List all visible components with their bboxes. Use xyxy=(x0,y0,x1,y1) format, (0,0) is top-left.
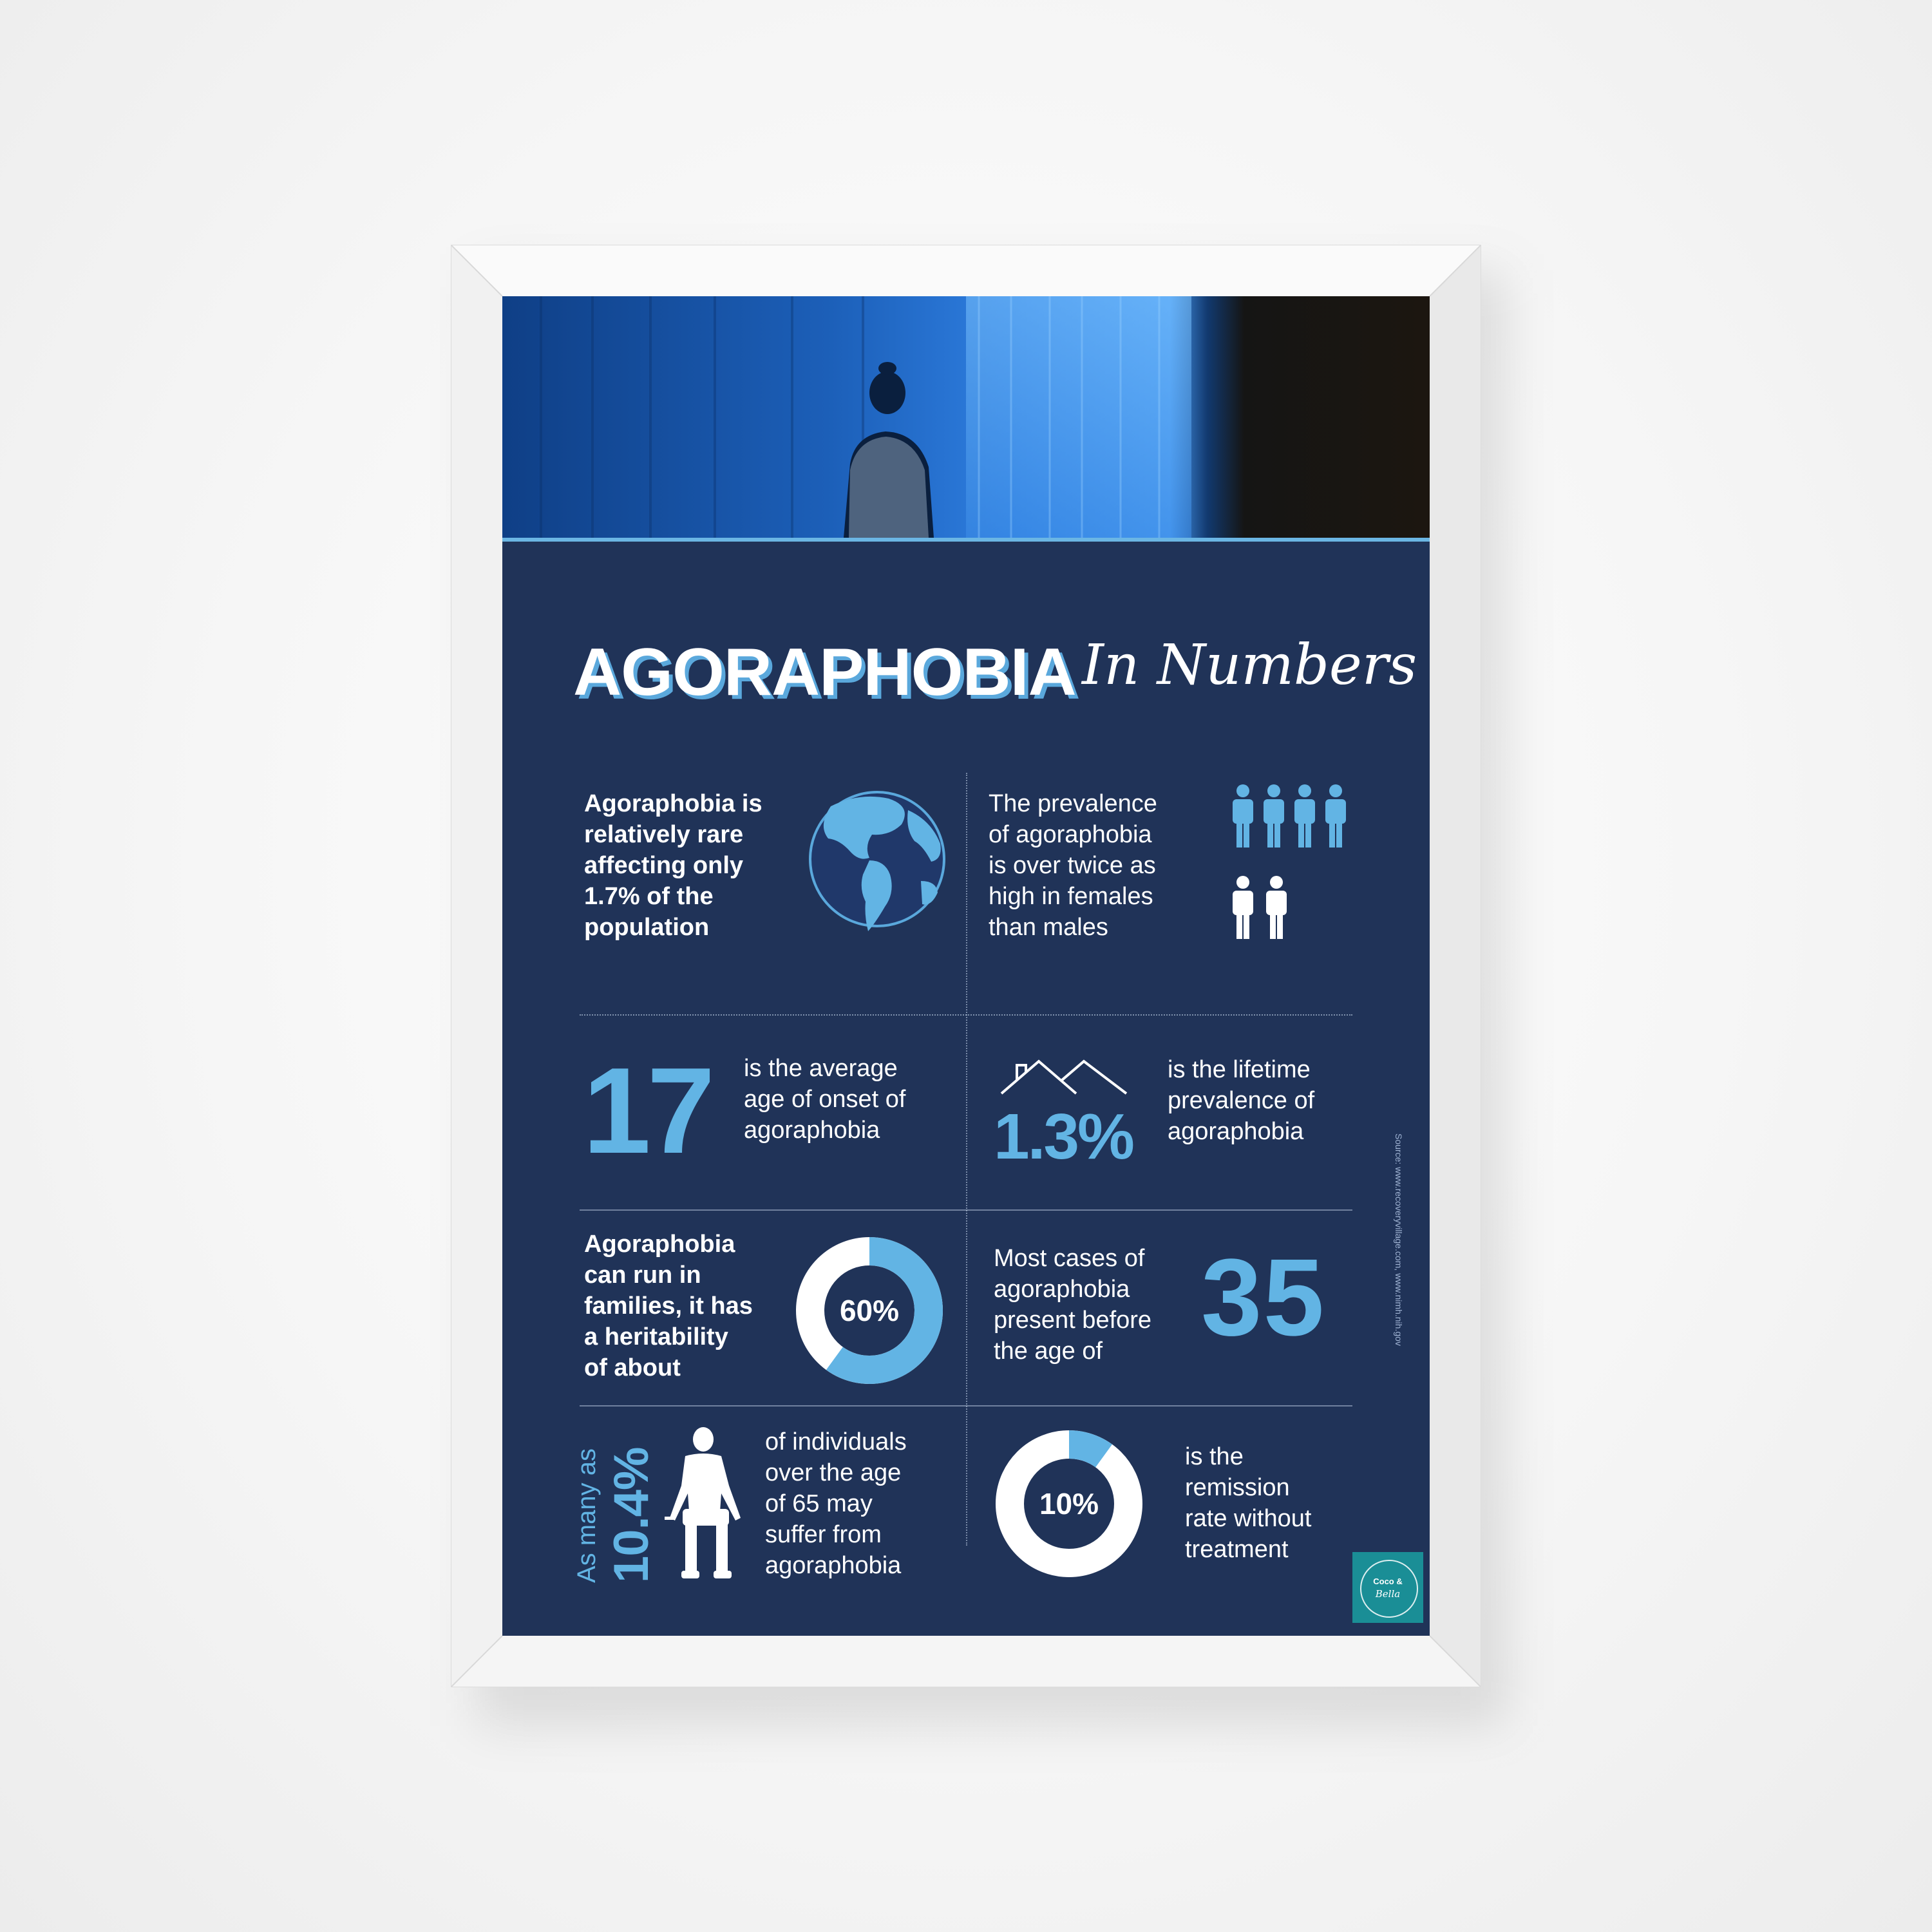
lifetime-line: prevalence of xyxy=(1168,1087,1315,1114)
gender-line: The prevalence xyxy=(989,790,1157,817)
gender-line: high in females xyxy=(989,883,1153,910)
lifetime-line: is the lifetime xyxy=(1168,1056,1311,1083)
gender-text xyxy=(989,788,1201,943)
elderly-line: agoraphobia xyxy=(765,1552,902,1579)
remission-line: rate without xyxy=(1185,1505,1312,1532)
onset-line: agoraphobia xyxy=(744,1117,880,1144)
population-text xyxy=(584,788,797,943)
population-line: affecting only xyxy=(584,852,744,879)
heritability-line: a heritability xyxy=(584,1323,728,1350)
elderly-line: of individuals xyxy=(765,1428,907,1455)
logo-line-1: Coco & xyxy=(1373,1577,1403,1586)
before-age-line: the age of xyxy=(994,1338,1103,1365)
elderly-prefix: As many as xyxy=(573,1448,601,1583)
lifetime-number: 1.3% xyxy=(994,1101,1133,1173)
onset-number: 17 xyxy=(583,1043,712,1179)
heritability-line: of about xyxy=(584,1354,681,1381)
row-divider-1 xyxy=(580,1014,1352,1016)
heritability-percent: 60% xyxy=(839,1294,900,1327)
remission-line: is the xyxy=(1185,1443,1244,1470)
before-age-line: agoraphobia xyxy=(994,1276,1130,1303)
remission-text xyxy=(1185,1441,1352,1565)
infographic-poster xyxy=(502,296,1430,1636)
gender-line: is over twice as xyxy=(989,852,1156,879)
source-credit: Source: www.recoveryvillage.com, www.nimh.nih.gov xyxy=(1394,1133,1404,1346)
population-line: Agoraphobia is xyxy=(584,790,762,817)
elderly-line: of 65 may xyxy=(765,1490,873,1517)
before-age-line: present before xyxy=(994,1307,1152,1334)
heritability-line: can run in xyxy=(584,1262,701,1289)
center-divider xyxy=(966,773,967,1546)
before-age-text xyxy=(994,1243,1206,1367)
lifetime-text xyxy=(1168,1054,1361,1147)
onset-line: is the average xyxy=(744,1055,898,1082)
heritability-line: Agoraphobia xyxy=(584,1231,735,1258)
brand-logo xyxy=(1352,1552,1423,1623)
seated-person-icon xyxy=(657,1426,753,1581)
elderly-number: 10.4% xyxy=(604,1447,659,1583)
header-accent-line xyxy=(502,538,1430,542)
page-title xyxy=(573,621,1417,718)
heritability-text-block xyxy=(584,1229,797,1383)
gender-line: than males xyxy=(989,914,1108,941)
gender-line: of agoraphobia xyxy=(989,821,1152,848)
elderly-text xyxy=(765,1426,958,1581)
title-script: In Numbers xyxy=(1082,633,1417,697)
before-age-number: 35 xyxy=(1201,1236,1326,1359)
elderly-line: over the age xyxy=(765,1459,902,1486)
lifetime-line: agoraphobia xyxy=(1168,1118,1304,1145)
population-line: relatively rare xyxy=(584,821,744,848)
house-roof-icon xyxy=(1000,1056,1129,1095)
onset-line: age of onset of xyxy=(744,1086,906,1113)
before-age-line: Most cases of xyxy=(994,1245,1145,1272)
remission-percent: 10% xyxy=(1039,1487,1099,1520)
row-divider-3 xyxy=(580,1405,1352,1406)
remission-line: treatment xyxy=(1185,1536,1289,1563)
logo-line-2: Bella xyxy=(1375,1588,1401,1600)
male-people-icon xyxy=(1230,876,1294,940)
title-main: AGORAPHOBIA xyxy=(573,635,1076,710)
onset-text xyxy=(744,1053,956,1146)
elderly-line: suffer from xyxy=(765,1521,882,1548)
remission-line: remission xyxy=(1185,1474,1290,1501)
population-line: population xyxy=(584,914,710,941)
row-divider-2 xyxy=(580,1209,1352,1211)
header-photo xyxy=(502,296,1430,538)
poster-frame xyxy=(451,245,1481,1687)
population-line: 1.7% of the xyxy=(584,883,714,910)
female-people-icon xyxy=(1230,784,1352,849)
heritability-line: families, it has xyxy=(584,1293,753,1320)
globe-icon xyxy=(805,784,953,939)
